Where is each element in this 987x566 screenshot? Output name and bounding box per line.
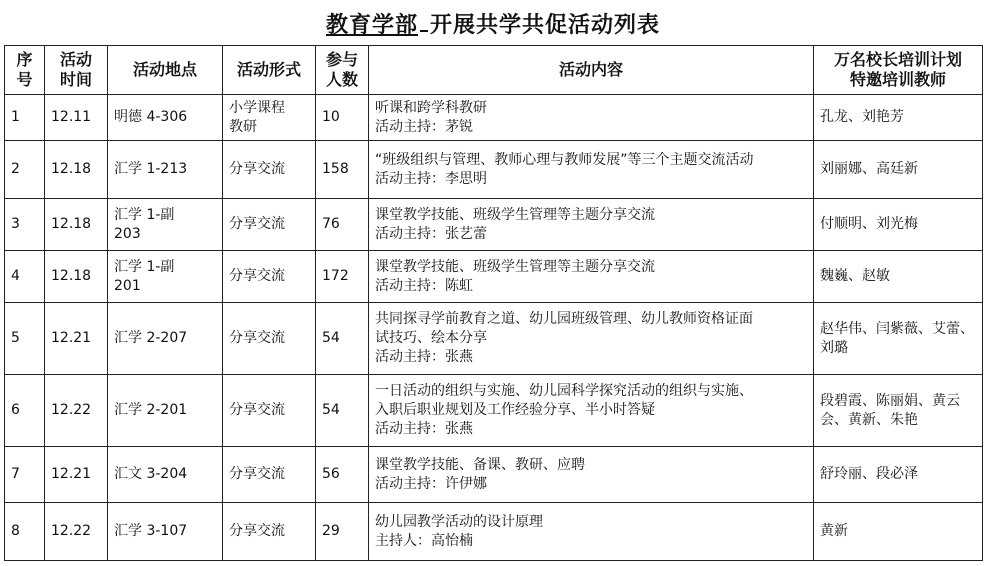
cell-teachers-line: 黄新 [820,523,848,539]
activity-table [4,45,983,561]
cell-content-line: 听课和跨学科教研 [375,99,487,116]
cell-content-line: 试技巧、绘本分享 [375,330,487,346]
cell-count: 54 [316,375,369,447]
cell-place [108,375,223,447]
table-body [5,95,983,561]
cell-content-line: 课堂教学技能、备课、教研、应聘 [375,456,585,473]
cell-content [369,199,814,251]
cell-place-line: 汇学 3-107 [114,523,188,539]
cell-seq: 4 [5,251,45,303]
title-separator [420,30,428,32]
cell-place-line: 汇文 3-204 [114,466,188,482]
cell-place-line: 汇学 1-副 [114,258,175,275]
cell-count: 54 [316,303,369,375]
cell-content-line: 活动主持：李思明 [375,170,487,187]
cell-place-line: 明德 4-306 [114,109,188,125]
cell-teachers-line: 付顺明、刘光梅 [820,216,918,232]
cell-count: 29 [316,503,369,561]
cell-form-line: 教研 [229,118,257,135]
cell-time: 12.11 [45,95,108,141]
cell-content-line: 活动主持：许伊娜 [375,475,487,492]
header-time-line-2: 时间 [59,70,92,89]
cell-teachers [814,251,983,303]
title-rest: 开展共学共促活动列表 [430,11,661,38]
cell-place-line: 201 [114,277,141,294]
cell-form-line: 分享交流 [229,161,285,177]
cell-content [369,447,814,503]
cell-place [108,199,223,251]
cell-time: 12.18 [45,141,108,199]
cell-content-line: 主持人：高怡楠 [375,532,473,549]
header-place: 活动地点 [108,46,223,95]
header-count [316,46,369,95]
cell-time: 12.21 [45,447,108,503]
cell-content [369,141,814,199]
page-title [4,2,982,44]
cell-teachers [814,95,983,141]
cell-place [108,503,223,561]
cell-place [108,251,223,303]
cell-content [369,503,814,561]
cell-count: 158 [316,141,369,199]
cell-content-line: 课堂教学技能、班级学生管理等主题分享交流 [375,206,655,223]
cell-form [223,141,316,199]
cell-form [223,199,316,251]
cell-place-line: 203 [114,225,141,242]
cell-seq: 2 [5,141,45,199]
cell-form-line: 分享交流 [229,402,285,418]
cell-content-line: 活动主持：张燕 [375,349,473,365]
header-form: 活动形式 [223,46,316,95]
cell-place-line: 汇学 1-副 [114,206,175,223]
cell-teachers-line: 会、黄新、朱艳 [820,411,918,428]
cell-count: 172 [316,251,369,303]
title-dept: 教育学部 [325,11,418,38]
cell-count: 56 [316,447,369,503]
cell-teachers-line: 孔龙、刘艳芳 [820,109,904,125]
cell-form [223,447,316,503]
table-header [5,46,983,95]
cell-form [223,95,316,141]
cell-place [108,303,223,375]
cell-place-line: 汇学 2-207 [114,330,188,346]
cell-time: 12.22 [45,375,108,447]
cell-teachers-line: 段碧霞、陈丽娟、黄云 [820,392,960,409]
cell-place [108,141,223,199]
cell-teachers-line: 舒玲丽、段必泽 [820,466,918,482]
cell-content-line: 入职后职业规划及工作经验分享、半小时答疑 [375,402,655,418]
header-time-line-1: 活动 [59,50,92,69]
header-teachers-line-2: 特邀培训教师 [849,70,946,89]
header-teachers [814,46,983,95]
header-row [5,46,983,95]
cell-content-line: 一日活动的组织与实施、幼儿园科学探究活动的组织与实施、 [375,383,753,399]
cell-teachers [814,375,983,447]
cell-form-line: 分享交流 [229,330,285,346]
header-teachers-line-1: 万名校长培训计划 [833,50,962,69]
cell-content [369,251,814,303]
header-count-line-1: 参与 [325,50,358,69]
cell-teachers [814,303,983,375]
cell-content-line: 活动主持：张燕 [375,421,473,437]
cell-time: 12.18 [45,251,108,303]
header-seq [5,46,45,95]
cell-teachers [814,199,983,251]
header-seq-line-1: 序 [16,50,33,69]
table-row [5,251,983,303]
cell-count: 76 [316,199,369,251]
cell-content-line: “班级组织与管理、教师心理与教师发展”等三个主题交流活动 [375,151,754,168]
cell-form [223,251,316,303]
cell-seq: 7 [5,447,45,503]
cell-place-line: 汇学 2-201 [114,402,188,418]
table-row [5,447,983,503]
cell-teachers-line: 魏巍、赵敏 [820,268,890,284]
header-seq-line-2: 号 [16,70,33,89]
cell-form-line: 小学课程 [229,99,285,116]
cell-teachers-line: 刘璐 [820,339,848,356]
table-row [5,199,983,251]
cell-form [223,503,316,561]
cell-seq: 5 [5,303,45,375]
cell-form-line: 分享交流 [229,466,285,482]
cell-content-line: 幼儿园教学活动的设计原理 [375,513,543,530]
cell-place [108,447,223,503]
cell-form [223,375,316,447]
cell-teachers-line: 刘丽娜、高廷新 [820,161,918,177]
cell-count: 10 [316,95,369,141]
cell-content [369,375,814,447]
cell-place-line: 汇学 1-213 [114,161,188,177]
table-row [5,503,983,561]
table-row [5,303,983,375]
cell-teachers [814,503,983,561]
cell-form-line: 分享交流 [229,523,285,539]
header-content: 活动内容 [369,46,814,95]
cell-seq: 1 [5,95,45,141]
cell-place [108,95,223,141]
cell-teachers [814,141,983,199]
cell-seq: 6 [5,375,45,447]
cell-content-line: 活动主持：陈虹 [375,277,473,294]
cell-time: 12.22 [45,503,108,561]
cell-seq: 8 [5,503,45,561]
table-row [5,141,983,199]
cell-content-line: 活动主持：张艺蕾 [375,225,487,242]
cell-form-line: 分享交流 [229,268,285,284]
header-count-line-2: 人数 [325,70,358,89]
table-row [5,95,983,141]
cell-form-line: 分享交流 [229,216,285,232]
cell-seq: 3 [5,199,45,251]
cell-content [369,303,814,375]
table-row [5,375,983,447]
cell-teachers-line: 赵华伟、闫紫薇、艾蕾、 [820,320,974,337]
header-time [45,46,108,95]
cell-time: 12.18 [45,199,108,251]
cell-teachers [814,447,983,503]
cell-form [223,303,316,375]
cell-content-line: 共同探寻学前教育之道、幼儿园班级管理、幼儿教师资格证面 [375,311,753,327]
cell-content-line: 课堂教学技能、班级学生管理等主题分享交流 [375,258,655,275]
cell-content [369,95,814,141]
cell-content-line: 活动主持：茅锐 [375,118,473,135]
cell-time: 12.21 [45,303,108,375]
